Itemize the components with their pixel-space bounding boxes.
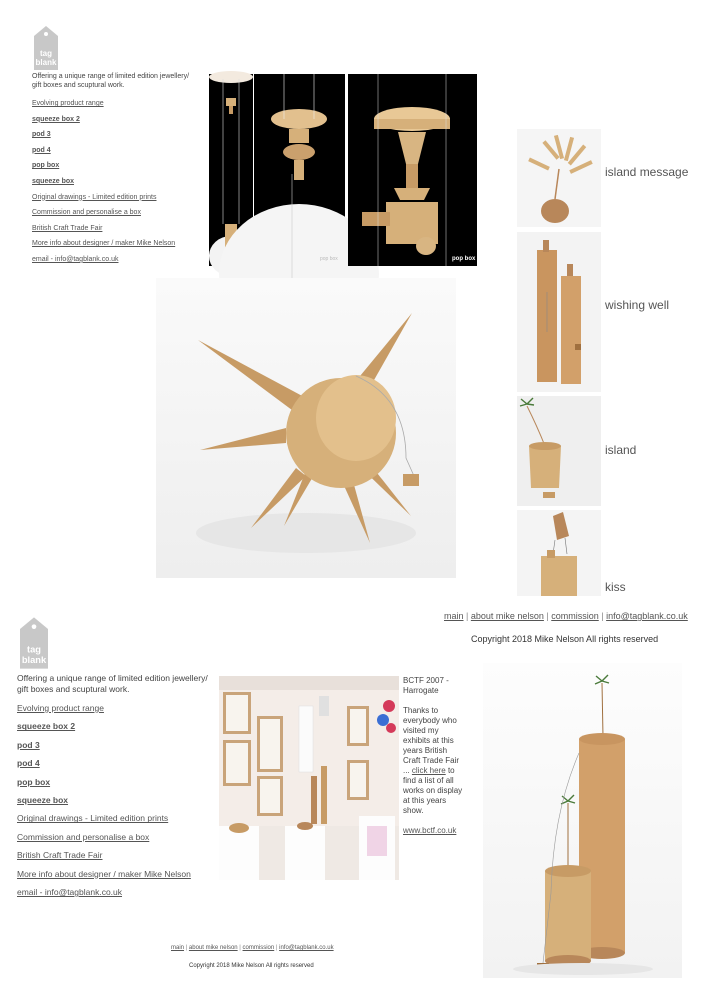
footer2-link-main[interactable]: main	[171, 945, 185, 951]
svg-text:pop box: pop box	[320, 256, 338, 262]
tagblank-logo[interactable]	[34, 26, 58, 70]
nav2-squeeze-box-2[interactable]: squeeze box 2	[17, 721, 76, 732]
svg-text:blank: blank	[35, 58, 57, 67]
pod-sculpture-photo[interactable]	[156, 278, 456, 578]
nav2-evolving-product-range[interactable]: Evolving product range	[17, 703, 104, 713]
bctf-body: Thanks to everybody who visited my exhibits at this years British Craft Trade Fair ... click here to find a list of all works on display at this years show.	[403, 706, 463, 815]
nav2-pod-4[interactable]: pod 4	[17, 758, 40, 769]
footer-nav-2: main | about mike nelson | commission | info@tagblank.co.uk	[171, 945, 334, 951]
footer2-link-about[interactable]: about mike nelson	[188, 945, 238, 951]
nav-squeeze-box-2[interactable]: squeeze box 2	[32, 115, 80, 123]
footer2-link-commission[interactable]: commission	[242, 945, 275, 951]
nav-evolving-product-range[interactable]: Evolving product range	[32, 100, 104, 107]
wishing-well-photo[interactable]	[517, 232, 601, 392]
tagblank-logo-2[interactable]	[20, 617, 48, 669]
bctf-url-link[interactable]: www.bctf.co.uk	[403, 826, 457, 835]
nav2-squeeze-box[interactable]: squeeze box	[17, 795, 69, 806]
nav-pod-3[interactable]: pod 3	[32, 131, 51, 139]
nav2-more-info[interactable]: More info about designer / maker Mike Nelson	[17, 868, 191, 879]
nav2-original-drawings[interactable]: Original drawings - Limited edition prints	[17, 813, 169, 824]
tall-island-sculpture-photo[interactable]	[483, 663, 682, 978]
site-nav-2	[17, 699, 191, 901]
nav2-pod-3[interactable]: pod 3	[17, 739, 40, 750]
svg-text:blank: blank	[21, 654, 47, 665]
bctf-note	[403, 676, 463, 846]
nav-email[interactable]: email - info@tagblank.co.uk	[32, 255, 119, 263]
caption-kiss[interactable]: kiss	[605, 580, 626, 594]
caption-island[interactable]: island	[605, 443, 637, 457]
nav-commission[interactable]: Commission and personalise a box	[32, 209, 141, 217]
intro-text: Offering a unique range of limited edition jewellery/ gift boxes and scuptural work.	[32, 73, 190, 89]
footer-link-about[interactable]: about mike nelson	[470, 611, 544, 621]
copyright-1: Copyright 2018 Mike Nelson All rights reserved	[471, 634, 659, 644]
bctf-title: BCTF 2007 - Harrogate	[403, 676, 449, 695]
nav-pod-4[interactable]: pod 4	[32, 146, 51, 154]
pop-box-photo-3[interactable]	[348, 74, 477, 266]
footer-link-commission[interactable]: commission	[551, 611, 599, 621]
kiss-photo[interactable]	[517, 510, 601, 596]
footer-nav-1: main | about mike nelson | commission | info@tagblank.co.uk	[444, 611, 688, 621]
site-nav	[32, 96, 175, 268]
nav-pop-box[interactable]: pop box	[32, 162, 60, 170]
nav-british-craft-trade-fair[interactable]: British Craft Trade Fair	[32, 224, 103, 232]
island-message-photo[interactable]	[517, 129, 601, 227]
nav2-email[interactable]: email - info@tagblank.co.uk	[17, 887, 123, 898]
svg-text:pop box: pop box	[452, 256, 476, 262]
svg-text:tag: tag	[40, 49, 52, 58]
nav-original-drawings[interactable]: Original drawings - Limited edition prints	[32, 193, 157, 201]
nav2-pop-box[interactable]: pop box	[17, 776, 51, 787]
nav2-commission[interactable]: Commission and personalise a box	[17, 831, 150, 842]
bctf-click-here-link[interactable]: click here	[411, 766, 446, 775]
bctf-stand-photo[interactable]	[219, 676, 399, 880]
intro-text-2: Offering a unique range of limited edition jewellery/ gift boxes and scuptural work.	[17, 673, 208, 694]
nav-squeeze-box[interactable]: squeeze box	[32, 177, 75, 185]
copyright-2: Copyright 2018 Mike Nelson All rights reserved	[189, 963, 314, 969]
caption-island-message[interactable]: island message	[605, 165, 689, 179]
caption-wishing-well[interactable]: wishing well	[605, 298, 670, 312]
pop-box-photo-2[interactable]	[254, 74, 345, 266]
footer2-link-email[interactable]: info@tagblank.co.uk	[279, 945, 334, 951]
footer-link-main[interactable]: main	[444, 611, 464, 621]
footer-link-email[interactable]: info@tagblank.co.uk	[606, 611, 688, 621]
svg-text:tag: tag	[27, 644, 41, 655]
island-photo[interactable]	[517, 396, 601, 506]
nav-more-info[interactable]: More info about designer / maker Mike Nelson	[32, 240, 176, 248]
nav2-british-craft-trade-fair[interactable]: British Craft Trade Fair	[17, 850, 103, 861]
